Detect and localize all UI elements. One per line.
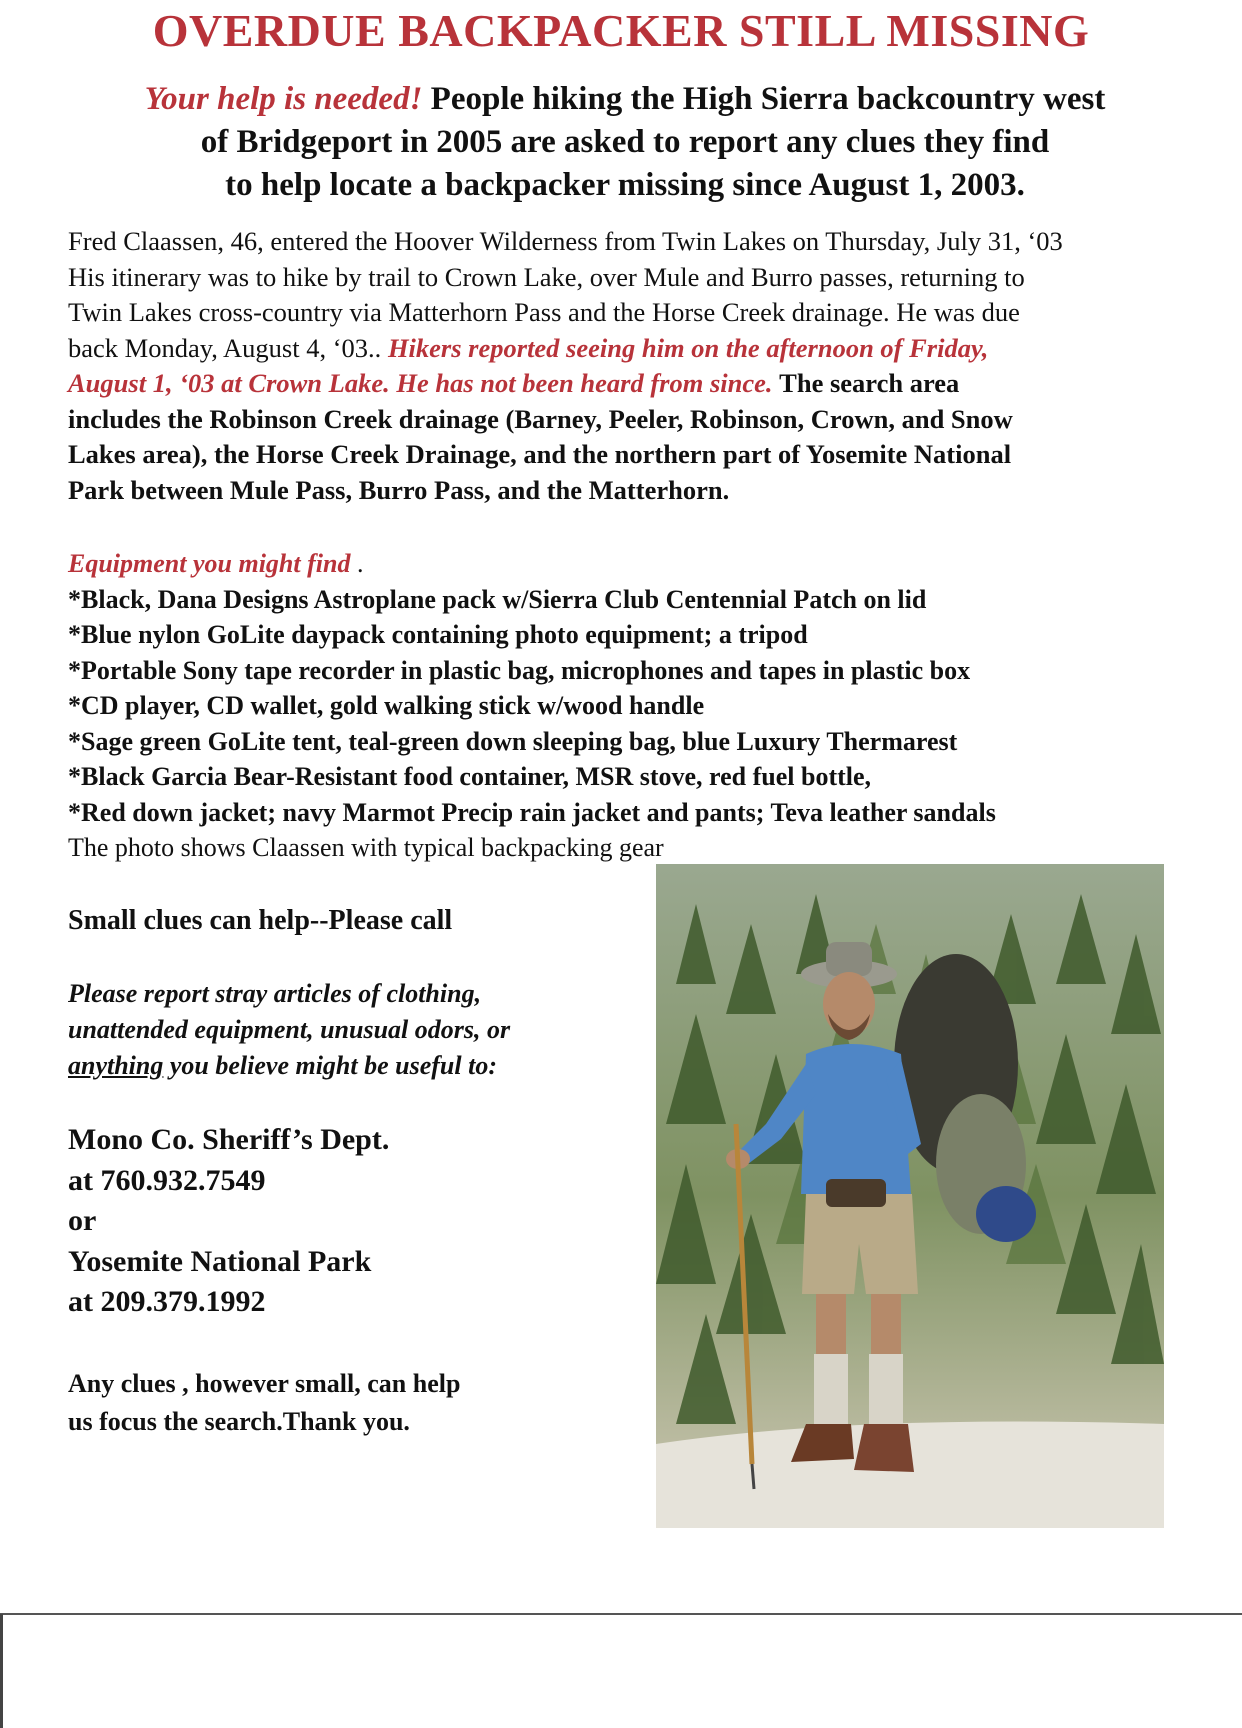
sighting-highlight-1: Hikers reported seeing him on the afternoon of Friday, bbox=[387, 332, 989, 363]
page-bottom-rule bbox=[0, 1613, 1242, 1615]
equipment-item: *Black Garcia Bear-Resistant food container, MSR stove, red fuel bottle, bbox=[68, 762, 872, 791]
intro-line-2: of Bridgeport in 2005 are asked to report any clues they find bbox=[200, 124, 1050, 160]
intro-line-3: to help locate a backpacker missing since August 1, 2003. bbox=[225, 167, 1025, 203]
body-line: His itinerary was to hike by trail to Crown Lake, over Mule and Burro passes, returning to bbox=[68, 261, 1025, 292]
sheriff-phone: at 760.932.7549 bbox=[68, 1163, 266, 1197]
intro-line-1: People hiking the High Sierra backcountry west bbox=[430, 81, 1106, 117]
sheriff-name: Mono Co. Sheriff’s Dept. bbox=[68, 1123, 390, 1156]
hiker-photo bbox=[656, 864, 1164, 1528]
description-paragraph bbox=[68, 224, 1188, 508]
equipment-heading-row bbox=[68, 546, 1198, 582]
clues-heading: Small clues can help--Please call bbox=[68, 905, 453, 936]
or-separator: or bbox=[68, 1204, 97, 1237]
closing-note bbox=[68, 1365, 588, 1441]
scan-edge-mark bbox=[0, 1614, 3, 1728]
body-line: Fred Claassen, 46, entered the Hoover Wilderness from Twin Lakes on Thursday, July 31, ‘03 bbox=[68, 226, 1063, 256]
equipment-item: *CD player, CD wallet, gold walking stick w/wood handle bbox=[68, 691, 705, 720]
report-line: Please report stray articles of clothing, bbox=[68, 979, 482, 1008]
equipment-heading-suffix: . bbox=[350, 549, 364, 578]
body-line: Twin Lakes cross-country via Matterhorn Pass and the Horse Creek drainage. He was due bbox=[68, 297, 1020, 327]
search-area-text: includes the Robinson Creek drainage (Barney, Peeler, Robinson, Crown, and Snow bbox=[68, 403, 1013, 434]
equipment-heading: Equipment you might find bbox=[68, 549, 351, 578]
sighting-highlight-2: August 1, ‘03 at Crown Lake. He has not been heard from since. bbox=[68, 368, 773, 398]
closing-line: Any clues , however small, can help bbox=[68, 1369, 461, 1398]
report-line: unattended equipment, unusual odors, or bbox=[68, 1015, 511, 1044]
search-area-text: Park between Mule Pass, Burro Pass, and the Matterhorn. bbox=[68, 474, 730, 505]
park-phone: at 209.379.1992 bbox=[68, 1285, 266, 1318]
closing-line: us focus the search.Thank you. bbox=[68, 1407, 410, 1436]
body-line: back Monday, August 4, ‘03.. bbox=[68, 332, 382, 363]
report-line: you believe might be useful to: bbox=[163, 1051, 497, 1080]
report-underlined-word: anything bbox=[68, 1051, 164, 1080]
equipment-item: *Red down jacket; navy Marmot Precip rain jacket and pants; Teva leather sandals bbox=[68, 797, 996, 827]
equipment-section bbox=[68, 546, 1198, 866]
search-area-text: Lakes area), the Horse Creek Drainage, and the northern part of Yosemite National bbox=[68, 439, 1012, 469]
photo-caption: The photo shows Claassen with typical backpacking gear bbox=[68, 833, 664, 862]
equipment-item: *Portable Sony tape recorder in plastic bag, microphones and tapes in plastic box bbox=[68, 655, 971, 685]
park-name: Yosemite National Park bbox=[68, 1244, 372, 1278]
equipment-item: *Black, Dana Designs Astroplane pack w/Sierra Club Centennial Patch on lid bbox=[68, 584, 927, 614]
equipment-item: *Sage green GoLite tent, teal-green down sleeping bag, blue Luxury Thermarest bbox=[68, 726, 958, 756]
intro-paragraph bbox=[60, 78, 1190, 207]
search-area-text: The search area bbox=[779, 368, 960, 398]
equipment-item: *Blue nylon GoLite daypack containing photo equipment; a tripod bbox=[68, 620, 808, 649]
contact-block bbox=[68, 1120, 568, 1323]
report-instructions bbox=[68, 976, 628, 1084]
page-title: OVERDUE BACKPACKER STILL MISSING bbox=[152, 5, 1090, 56]
intro-lead: Your help is needed! bbox=[144, 81, 423, 117]
